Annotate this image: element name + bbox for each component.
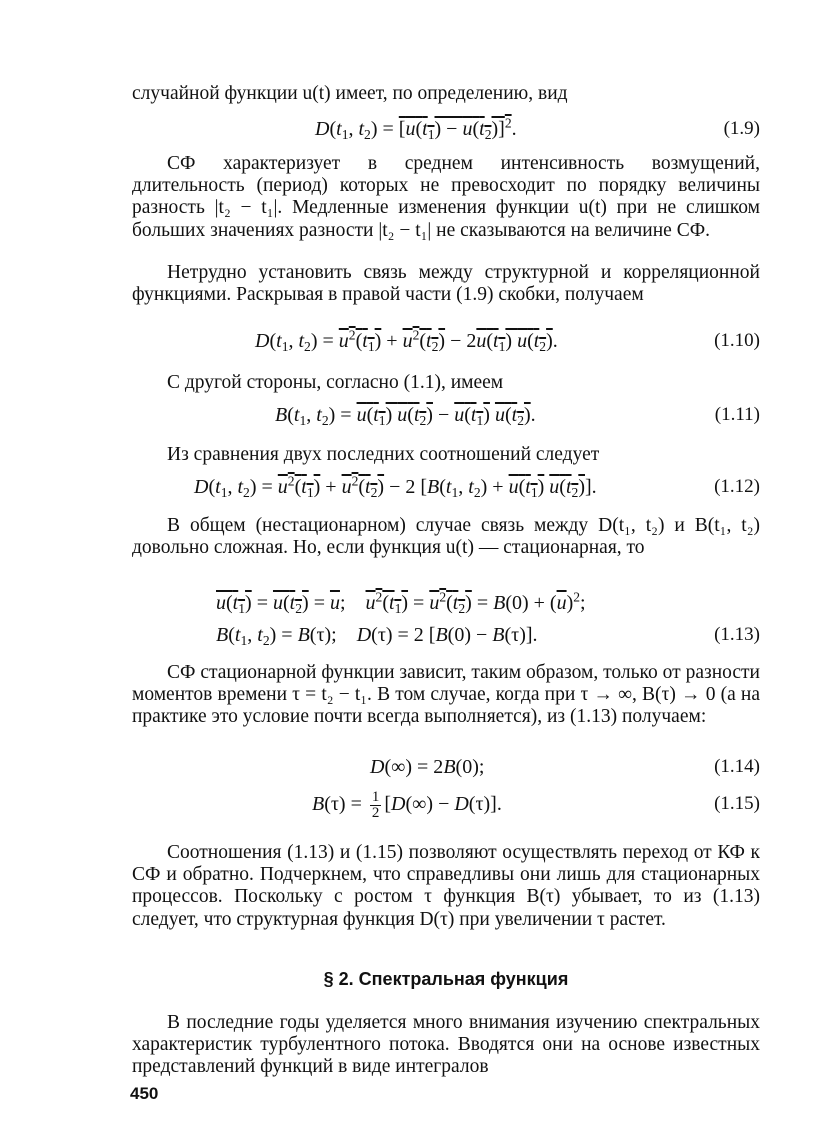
equation-number: (1.13) — [714, 624, 760, 645]
paragraph-9: В последние годы уделяется много внимания изучению спектральных характеристик турбулентного потока. Вводятся они на основе известных представлений функций в виде интегралов — [132, 1012, 760, 1078]
paragraph-8: Соотношения (1.13) и (1.15) позволяют осуществлять переход от КФ к СФ и обратно. Подчеркнем, что справедливы они лишь для стационарных процессов. Поскольку с ростом τ функция B(τ) убывает, то из (1.13) следует, что структурная функция D(τ) при увеличении τ растет. — [132, 842, 760, 930]
equation-number: (1.12) — [714, 476, 760, 497]
paragraph-7: СФ стационарной функции зависит, таким образом, только от разности моментов времени τ = t₂ − t₁. В том случае, когда при τ → ∞, B(τ) → 0 (а на практике это условие почти всегда выполняется), из (1.13) получаем: — [132, 662, 760, 728]
equation-number: (1.11) — [714, 404, 760, 425]
formula-1-10: $D(t_1$, $t_2) = u^2(t_1) + u^2(t_2) - 2u(t_1)$ $u(t_2)$. — [255, 327, 558, 355]
paragraph-4: С другой стороны, согласно (1.1), имеем — [167, 372, 504, 393]
equation-1-12 — [132, 472, 760, 502]
fraction-one-half: $\frac{1}{2}$ — [371, 788, 380, 821]
equation-1-11 — [132, 400, 760, 430]
paragraph-6: В общем (нестационарном) случае связь между D(t₁, t₂) и B(t₁, t₂) довольно сложная. Но, если функция u(t) — стационарная, то — [132, 515, 760, 559]
equation-1-10 — [132, 326, 760, 356]
paragraph-5: Из сравнения двух последних соотношений следует — [167, 444, 600, 465]
formula-1-13-structure-relation: $B(t_1$, $t_2) = B(\tau)$; D(τ) = 2 [B(0) − B(τ)]. — [216, 624, 538, 649]
formula-1-9: $D(t_1$, $t_2) = [u(t_1) - u(t_2)]^2$. — [315, 115, 517, 143]
equation-1-15 — [132, 786, 760, 822]
formula-1-14: D(∞) = 2B(0); — [370, 756, 485, 778]
equation-1-13-line-2 — [132, 620, 760, 650]
equation-number: (1.9) — [723, 118, 760, 139]
paragraph-2: СФ характеризует в среднем интенсивность возмущений, длительность (период) которых не превосходит по порядку величины разность |t₂ − t₁|. Медленные изменения функции u(t) при не слишком больших значениях разности |t₂ − t₁| не сказываются на величине СФ. — [132, 153, 760, 241]
formula-1-12: $D(t_1$, $t_2) = u^2(t_1) + u^2(t_2) - 2$ [$B(t_1$, $t_2) + u(t_1)$ $u(t_2)$]. — [194, 473, 597, 501]
page-number: 450 — [130, 1084, 159, 1103]
equation-number: (1.15) — [714, 793, 760, 814]
equation-1-13-line-1 — [132, 588, 760, 618]
paragraph-1: случайной функции u(t) имеет, по определению, вид — [132, 83, 568, 104]
section-heading: § 2. Спектральная функция — [323, 969, 569, 989]
formula-1-13-stationary-means: $u(t_1) = u(t_2) = \overline{u}$; $u^2(t_1) = u^2(t_2) = B(0) + (\overline{u})^2$; — [216, 589, 586, 617]
formula-1-15: B(τ) = $\frac{1}{2}$ [D(∞) − D(τ)]. — [312, 788, 502, 821]
equation-1-14 — [132, 752, 760, 782]
equation-number: (1.14) — [714, 756, 760, 777]
equation-1-9 — [132, 114, 760, 144]
formula-1-11: $B(t_1$, $t_2) = u(t_1)$ $u(t_2) - u(t_1)$ $u(t_2)$. — [275, 404, 536, 429]
paragraph-3: Нетрудно установить связь между структурной и корреляционной функциями. Раскрывая в правой части (1.9) скобки, получаем — [132, 262, 760, 306]
equation-number: (1.10) — [714, 330, 760, 351]
